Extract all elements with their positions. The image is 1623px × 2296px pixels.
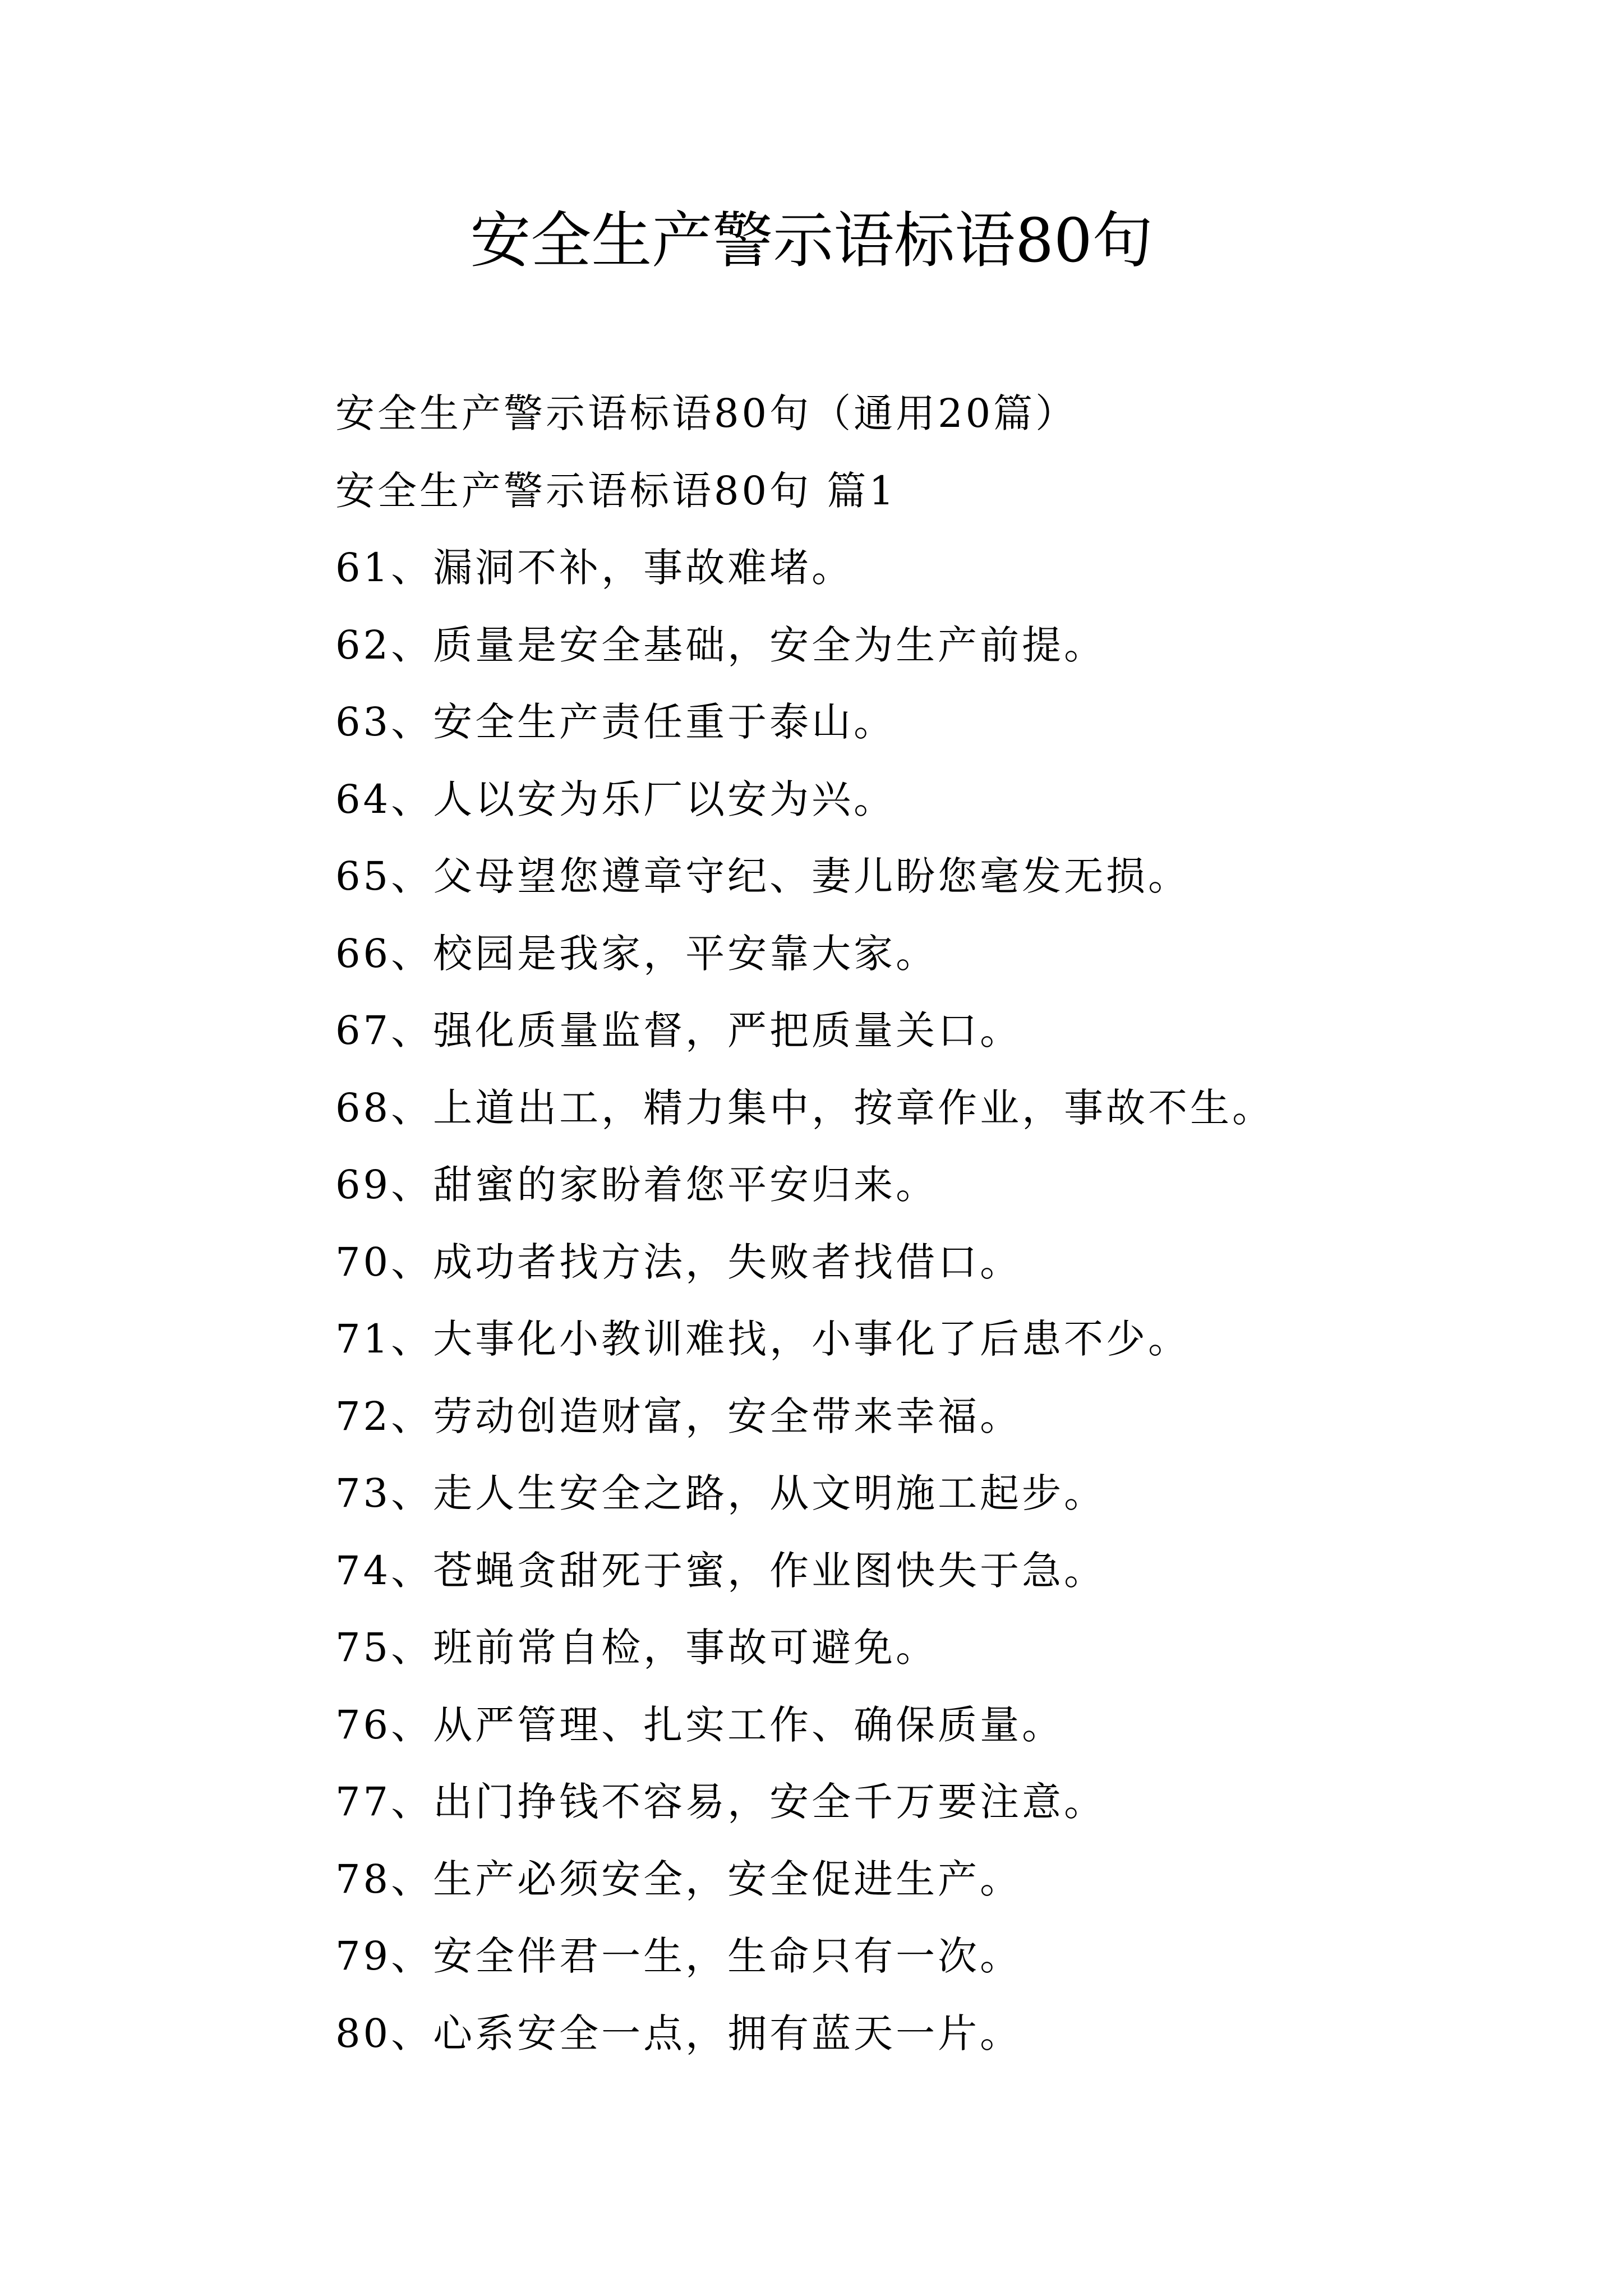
list-item: 65、父母望您遵章守纪、妻儿盼您毫发无损。 xyxy=(335,853,1191,899)
list-item: 61、漏洞不补，事故难堵。 xyxy=(335,545,854,591)
list-item: 73、走人生安全之路，从文明施工起步。 xyxy=(335,1470,1106,1516)
list-item: 67、强化质量监督，严把质量关口。 xyxy=(335,1007,1022,1053)
list-item: 75、班前常自检，事故可避免。 xyxy=(335,1625,938,1671)
list-item: 80、心系安全一点，拥有蓝天一片。 xyxy=(335,2010,1022,2056)
list-item: 68、上道出工，精力集中，按章作业，事故不生。 xyxy=(335,1084,1275,1131)
list-item: 63、安全生产责任重于泰山。 xyxy=(335,699,896,745)
document-title: 安全生产警示语标语80句 xyxy=(470,206,1153,276)
list-item: 66、校园是我家，平安靠大家。 xyxy=(335,930,938,977)
document-body xyxy=(335,375,1513,2072)
list-item: 70、成功者找方法，失败者找借口。 xyxy=(335,1239,1022,1285)
list-item: 79、安全伴君一生，生命只有一次。 xyxy=(335,1933,1022,1979)
list-item: 71、大事化小教训难找，小事化了后患不少。 xyxy=(335,1316,1191,1362)
list-item: 76、从严管理、扎实工作、确保质量。 xyxy=(335,1701,1064,1748)
document-subtitle: 安全生产警示语标语80句（通用20篇） xyxy=(335,390,1078,436)
list-item: 77、出门挣钱不容易，安全千万要注意。 xyxy=(335,1779,1106,1825)
list-item: 62、质量是安全基础，安全为生产前提。 xyxy=(335,622,1106,668)
section-heading: 安全生产警示语标语80句 篇1 xyxy=(335,467,897,514)
list-item: 64、人以安为乐厂以安为兴。 xyxy=(335,776,896,822)
list-item: 78、生产必须安全，安全促进生产。 xyxy=(335,1856,1022,1902)
list-item: 69、甜蜜的家盼着您平安归来。 xyxy=(335,1162,938,1208)
list-item: 72、劳动创造财富，安全带来幸福。 xyxy=(335,1393,1022,1439)
list-item: 74、苍蝇贪甜死于蜜，作业图快失于急。 xyxy=(335,1547,1106,1594)
